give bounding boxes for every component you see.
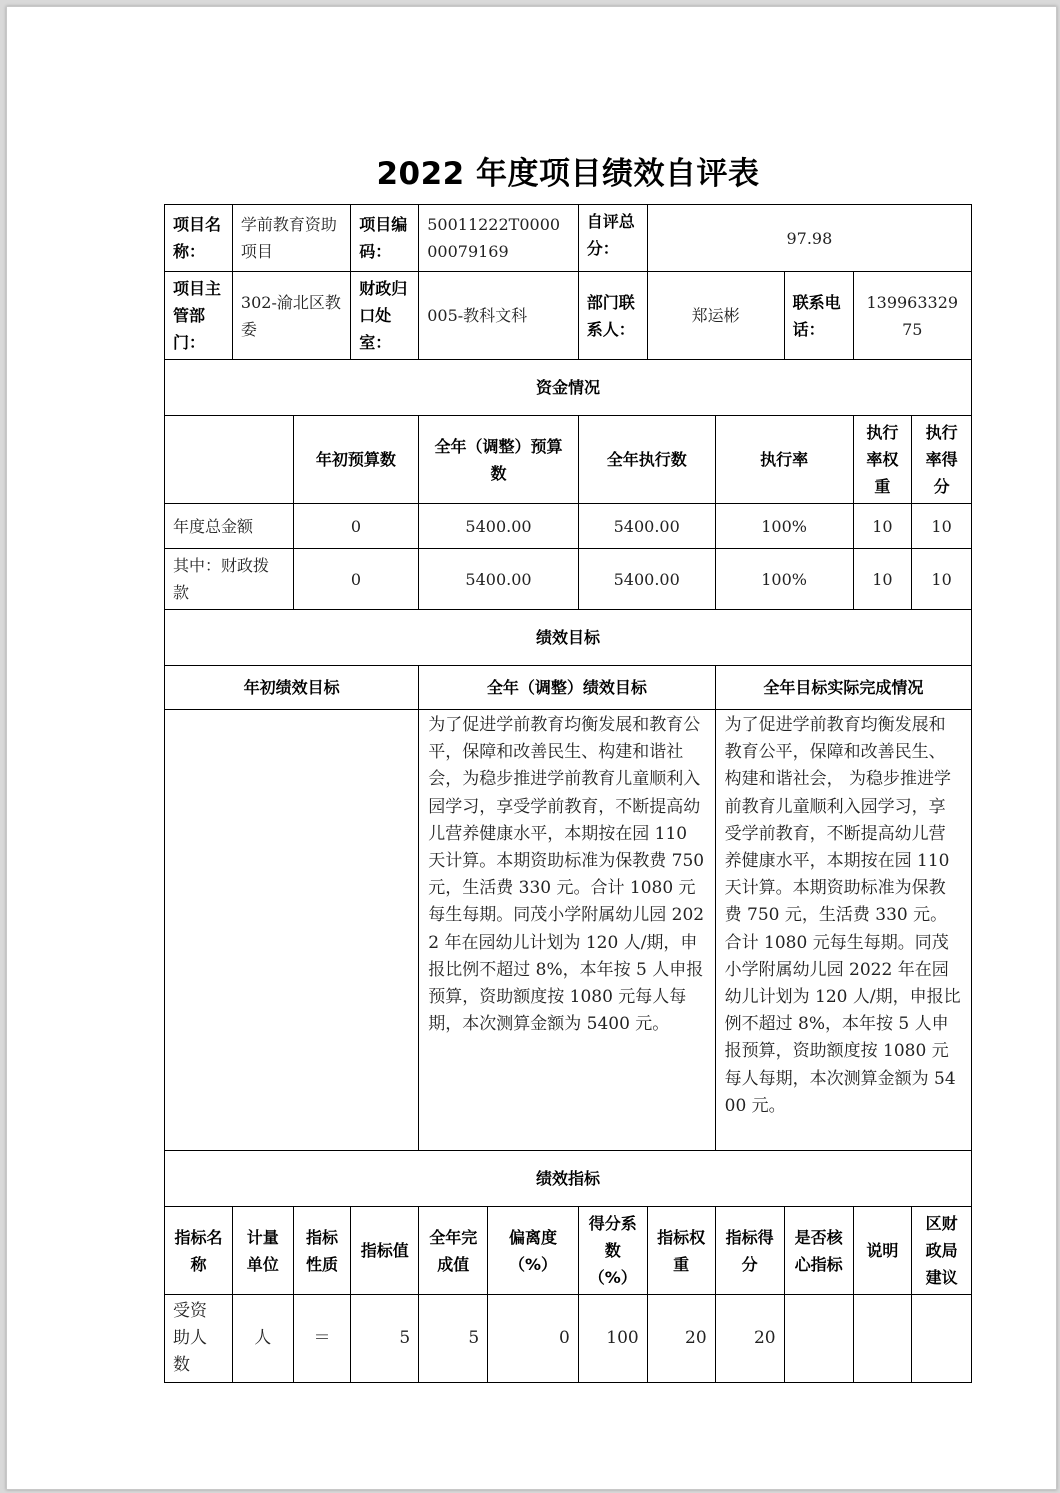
contact-label: 部门联系人：	[578, 272, 647, 360]
ind-col-suggestion: 区财政局建议	[912, 1207, 972, 1295]
finance-value: 005-教科文科	[419, 272, 579, 360]
funds-cell: 10	[912, 504, 972, 549]
ind-col-name: 指标名称	[165, 1207, 233, 1295]
goals-actual-text: 为了促进学前教育均衡发展和教育公平，保障和改善民生、构建和谐社会， 为稳步推进学前教育儿童顺利入园学习，享受学前教育，不断提高幼儿营养健康水平，本期按在园 110 天计算。本期资助标准为保教费 750 元，生活费 330 元。合计 1080 元每生每期。同茂小学附属幼儿园 2022 年在园幼儿计划为 120 人/期，申报比例不超过 8%，本年按 5 人申报预算，资助额度按 1080 元每人每期，本次测算金额为 5400 元。	[715, 710, 971, 1151]
ind-cell-core	[784, 1295, 853, 1383]
ind-cell-note	[853, 1295, 912, 1383]
ind-col-completed: 全年完成值	[419, 1207, 488, 1295]
indicators-column-headers	[165, 1207, 972, 1295]
dept-value: 302-渝北区教委	[232, 272, 350, 360]
ind-col-core: 是否核心指标	[784, 1207, 853, 1295]
project-code-value: 50011222T000000079169	[419, 205, 579, 272]
funds-cell: 100%	[715, 504, 853, 549]
goals-col-adjusted: 全年（调整）绩效目标	[419, 666, 715, 710]
funds-col-executed: 全年执行数	[578, 416, 715, 504]
funds-col-weight: 执行率权重	[853, 416, 912, 504]
funds-row	[165, 504, 972, 549]
goals-col-actual: 全年目标实际完成情况	[715, 666, 971, 710]
ind-cell-nature: ＝	[293, 1295, 351, 1383]
phone-label: 联系电话：	[784, 272, 853, 360]
goals-section-header	[165, 610, 972, 666]
funds-cell: 10	[853, 549, 912, 610]
ind-col-weight: 指标权重	[647, 1207, 715, 1295]
ind-cell-weight: 20	[647, 1295, 715, 1383]
evaluation-form	[164, 204, 972, 1383]
indicators-section-header	[165, 1151, 972, 1207]
funds-col-exec-rate: 执行率	[715, 416, 853, 504]
dept-label: 项目主管部门：	[165, 272, 233, 360]
ind-col-coefficient: 得分系数（%）	[578, 1207, 647, 1295]
ind-cell-coefficient: 100	[578, 1295, 647, 1383]
phone-value: 13996332975	[853, 272, 971, 360]
funds-cell: 5400.00	[419, 504, 579, 549]
funds-corner-cell	[165, 416, 294, 504]
goals-col-initial: 年初绩效目标	[165, 666, 419, 710]
self-score-label: 自评总分：	[578, 205, 647, 272]
ind-cell-deviation: 0	[488, 1295, 579, 1383]
funds-col-adjusted-budget: 全年（调整）预算数	[419, 416, 579, 504]
goals-adjusted-text: 为了促进学前教育均衡发展和教育公平，保障和改善民生、构建和谐社会，为稳步推进学前教育儿童顺利入园学习，享受学前教育，不断提高幼儿营养健康水平，本期按在园 110 天计算。本期资助标准为保教费 750 元，生活费 330 元。合计 1080 元每生每期。同茂小学附属幼儿园 2022 年在园幼儿计划为 120 人/期，申报比例不超过 8%，本年按 5 人申报预算，资助额度按 1080 元每人每期，本次测算金额为 5400 元。	[419, 710, 715, 1151]
project-name-label: 项目名称：	[165, 205, 233, 272]
self-score-value: 97.98	[647, 205, 971, 272]
funds-column-headers	[165, 416, 972, 504]
funds-col-initial-budget: 年初预算数	[293, 416, 419, 504]
indicator-row	[165, 1295, 972, 1383]
ind-cell-completed: 5	[419, 1295, 488, 1383]
goals-initial-text	[165, 710, 419, 1151]
funds-cell: 10	[912, 549, 972, 610]
goals-column-headers	[165, 666, 972, 710]
ind-cell-target: 5	[351, 1295, 419, 1383]
ind-col-nature: 指标性质	[293, 1207, 351, 1295]
contact-value: 郑运彬	[647, 272, 784, 360]
page-title: 2022 年度项目绩效自评表	[376, 156, 760, 192]
funds-row	[165, 549, 972, 610]
funds-cell: 0	[293, 504, 419, 549]
funds-cell: 5400.00	[578, 504, 715, 549]
header-row-2	[165, 272, 972, 360]
ind-cell-score: 20	[715, 1295, 784, 1383]
project-code-label: 项目编码：	[351, 205, 419, 272]
ind-col-score: 指标得分	[715, 1207, 784, 1295]
ind-cell-unit: 人	[232, 1295, 293, 1383]
finance-label: 财政归口处室：	[351, 272, 419, 360]
funds-cell: 10	[853, 504, 912, 549]
ind-cell-suggestion	[912, 1295, 972, 1383]
goals-section-title: 绩效目标	[165, 610, 972, 666]
ind-col-unit: 计量单位	[232, 1207, 293, 1295]
header-row-1	[165, 205, 972, 272]
funds-section-title: 资金情况	[165, 360, 972, 416]
goals-content-row	[165, 710, 972, 1151]
funds-cell: 100%	[715, 549, 853, 610]
funds-cell: 5400.00	[578, 549, 715, 610]
ind-cell-name: 受资助人数	[165, 1295, 233, 1383]
funds-cell: 0	[293, 549, 419, 610]
project-name-value: 学前教育资助项目	[232, 205, 350, 272]
funds-row-label: 其中：财政拨款	[165, 549, 294, 610]
indicators-section-title: 绩效指标	[165, 1151, 972, 1207]
funds-col-score: 执行率得分	[912, 416, 972, 504]
funds-cell: 5400.00	[419, 549, 579, 610]
ind-col-deviation: 偏离度（%）	[488, 1207, 579, 1295]
ind-col-note: 说明	[853, 1207, 912, 1295]
funds-row-label: 年度总金额	[165, 504, 294, 549]
funds-section-header	[165, 360, 972, 416]
ind-col-target: 指标值	[351, 1207, 419, 1295]
